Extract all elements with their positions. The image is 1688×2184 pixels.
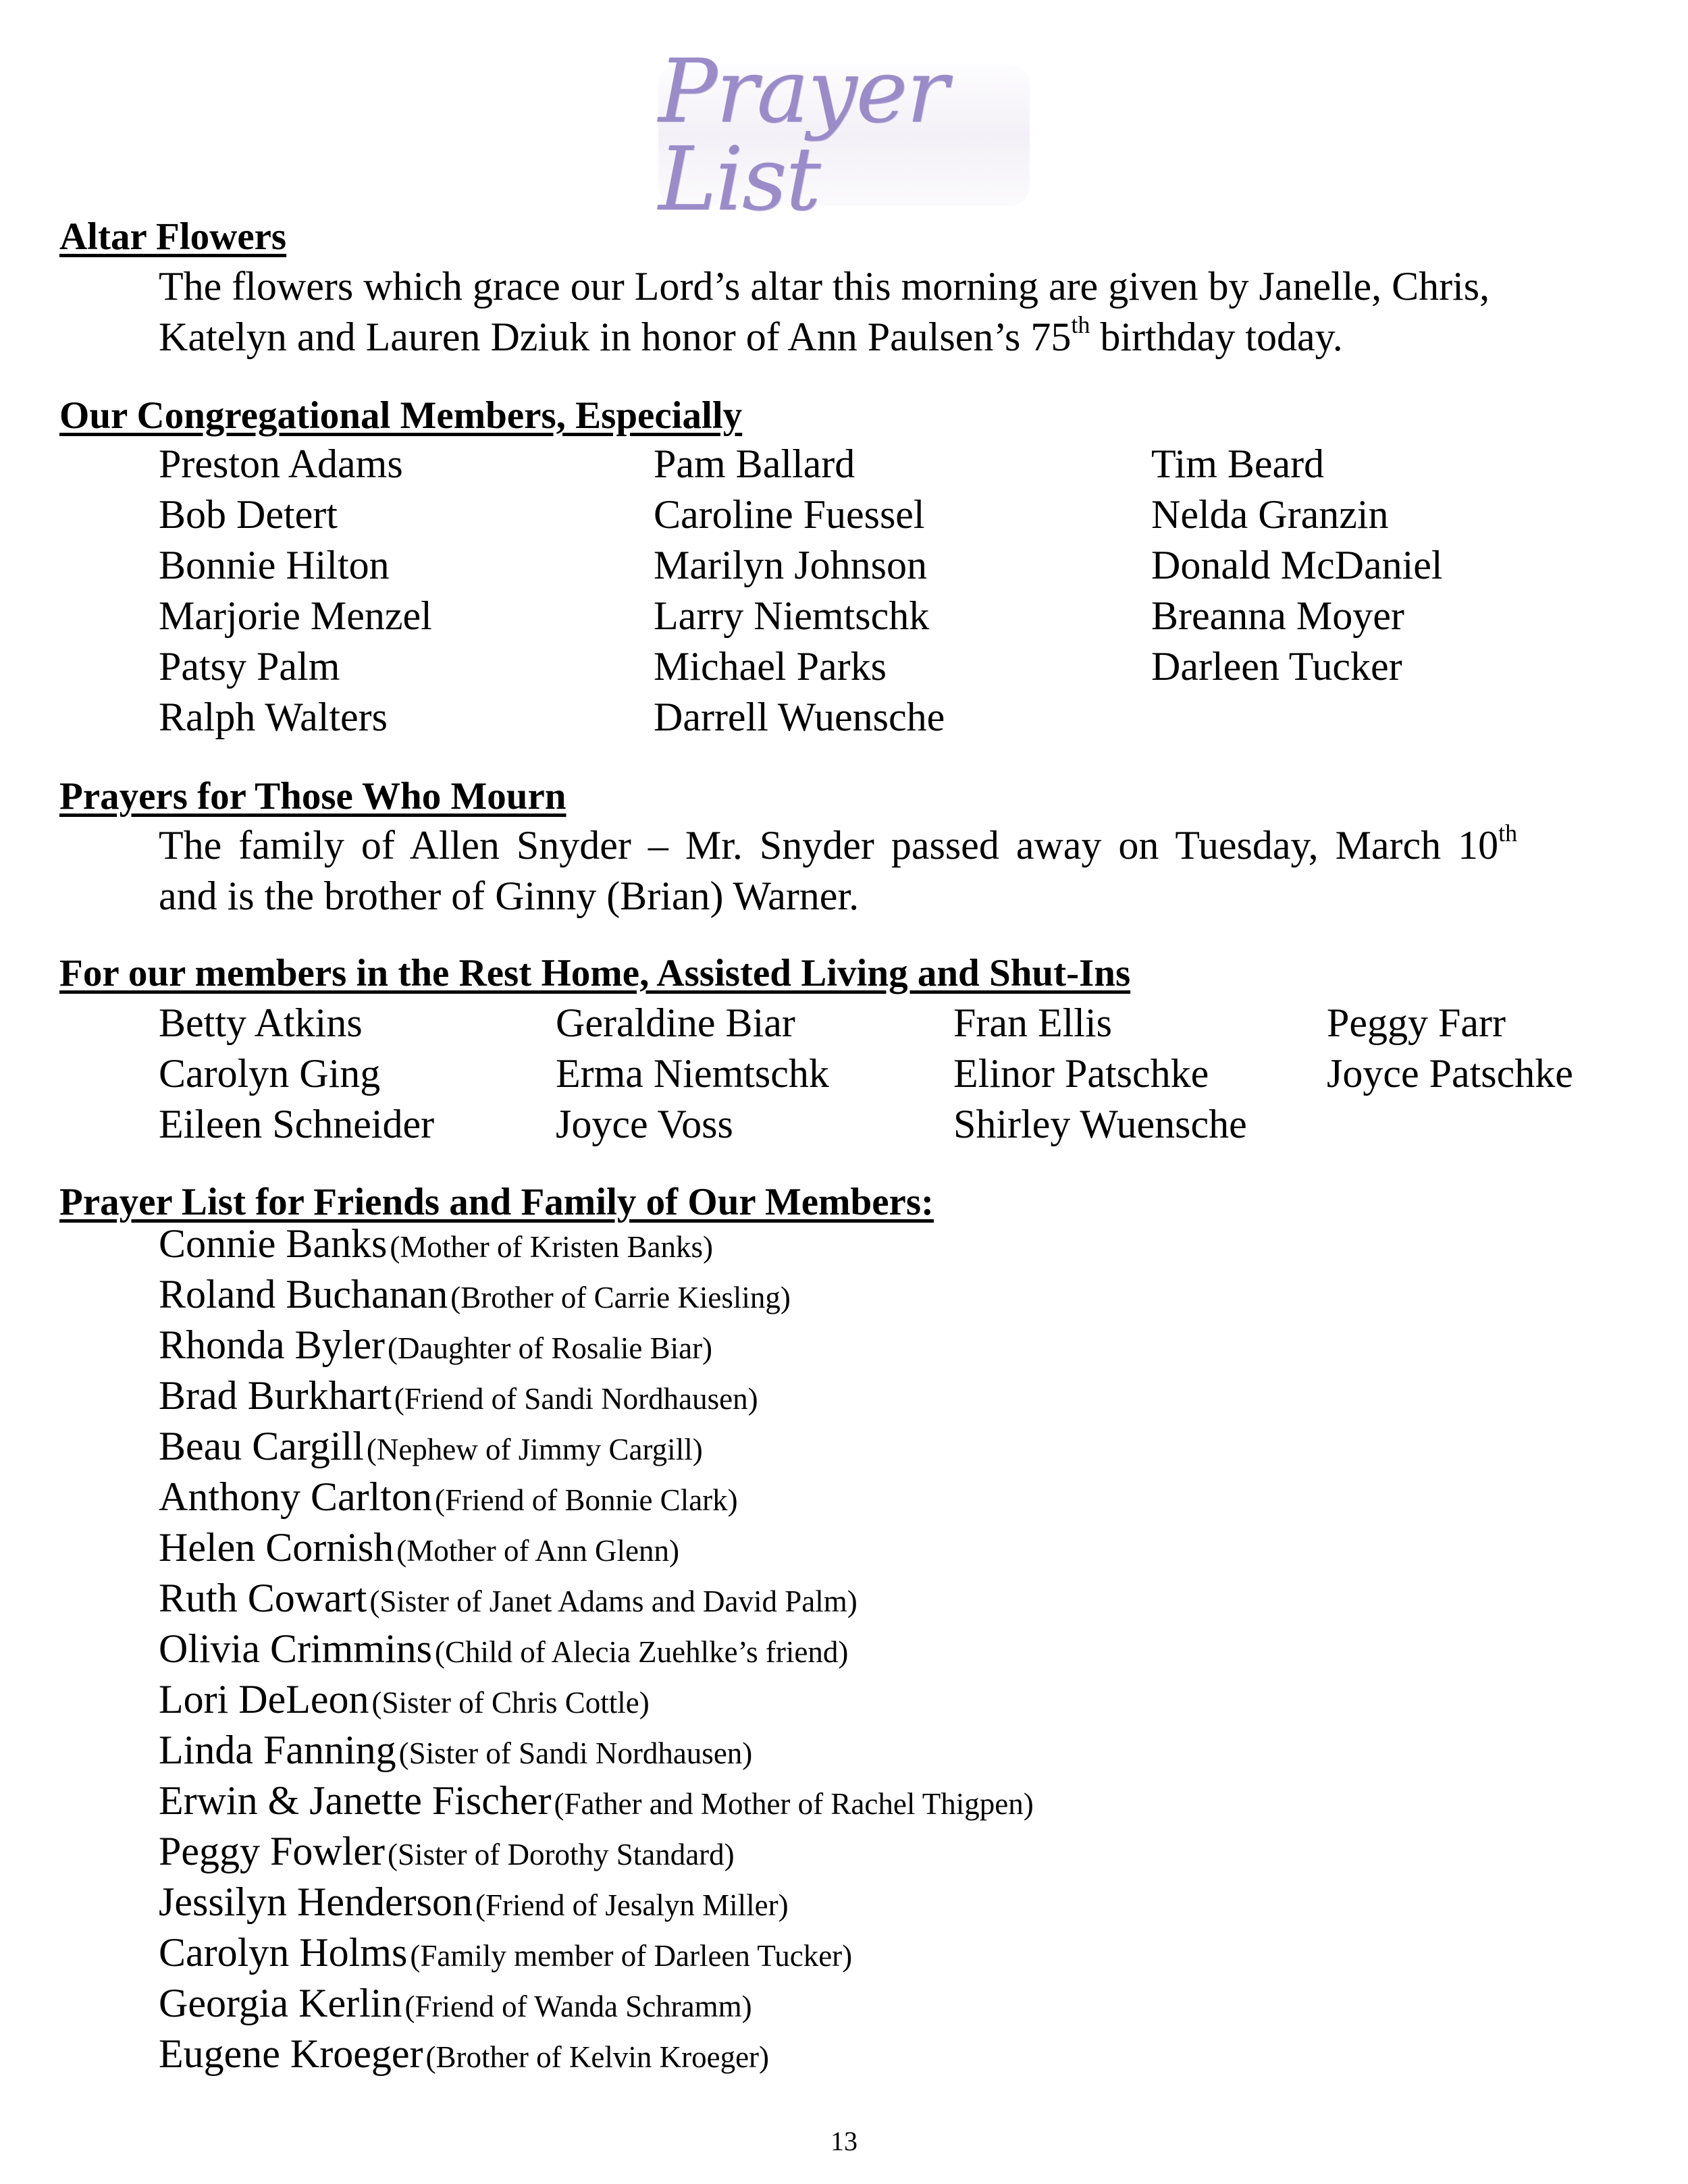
altar-flowers-heading: Altar Flowers [59, 215, 287, 258]
member-name: Joyce Voss [556, 1102, 733, 1146]
friend-name: Lori DeLeon [159, 1677, 369, 1722]
altar-flowers-text [159, 261, 1489, 363]
member-name: Darrell Wuensche [654, 695, 945, 739]
member-name: Joyce Patschke [1327, 1051, 1573, 1096]
friends-family-heading: Prayer List for Friends and Family of Our Members: [59, 1181, 934, 1223]
friend-name: Linda Fanning [159, 1728, 396, 1772]
friend-name: Peggy Fowler [159, 1829, 385, 1873]
friend-name: Erwin & Janette Fischer [159, 1778, 552, 1823]
friend-relation: (Father and Mother of Rachel Thigpen) [554, 1787, 1034, 1821]
list-item [159, 1219, 1034, 1269]
list-item [159, 1624, 1034, 1674]
friend-relation: (Sister of Janet Adams and David Palm) [369, 1584, 858, 1618]
list-item [159, 1522, 1034, 1573]
friend-relation: (Friend of Bonnie Clark) [434, 1483, 738, 1517]
friend-name: Rhonda Byler [159, 1323, 385, 1367]
member-name: Pam Ballard [654, 442, 855, 486]
member-name: Shirley Wuensche [953, 1102, 1247, 1146]
friends-family-list [159, 1219, 1034, 2079]
altar-flowers-line-2-start: Katelyn and Lauren Dziuk in honor of Ann Paulsen’s 75 [159, 315, 1072, 359]
member-name: Bob Detert [159, 492, 338, 537]
list-item [159, 1978, 1034, 2029]
member-name: Elinor Patschke [953, 1051, 1209, 1096]
friend-name: Ruth Cowart [159, 1576, 367, 1620]
friend-name: Georgia Kerlin [159, 1981, 402, 2025]
mourn-text [159, 820, 1517, 922]
friend-name: Beau Cargill [159, 1424, 364, 1468]
friend-relation: (Daughter of Rosalie Biar) [387, 1331, 713, 1365]
list-item [159, 1573, 1034, 1624]
friend-name: Helen Cornish [159, 1525, 394, 1570]
friend-relation: (Brother of Carrie Kiesling) [450, 1281, 791, 1314]
friend-relation: (Family member of Darleen Tucker) [410, 1939, 853, 1973]
member-name: Michael Parks [654, 644, 887, 689]
member-name: Tim Beard [1151, 442, 1325, 486]
list-item [159, 1725, 1034, 1776]
congregational-heading: Our Congregational Members, Especially [59, 394, 743, 437]
friend-relation: (Child of Alecia Zuehlke’s friend) [435, 1635, 849, 1669]
member-name: Marilyn Johnson [654, 543, 927, 587]
member-name: Erma Niemtschk [556, 1051, 829, 1096]
member-name: Peggy Farr [1327, 1001, 1506, 1045]
list-item [159, 1320, 1034, 1370]
prayer-list-logo [658, 40, 1030, 230]
friend-relation: (Friend of Sandi Nordhausen) [394, 1382, 758, 1416]
member-name: Patsy Palm [159, 644, 340, 689]
friend-relation: (Friend of Wanda Schramm) [404, 1990, 752, 2023]
member-name: Carolyn Ging [159, 1051, 381, 1096]
friend-relation: (Brother of Kelvin Kroeger) [425, 2040, 770, 2074]
friend-name: Anthony Carlton [159, 1474, 432, 1519]
list-item [159, 1421, 1034, 1472]
list-item [159, 1269, 1034, 1320]
member-name: Larry Niemtschk [654, 593, 930, 638]
friend-relation: (Nephew of Jimmy Cargill) [366, 1433, 703, 1466]
list-item [159, 2029, 1034, 2079]
friend-name: Connie Banks [159, 1221, 388, 1266]
list-item [159, 1370, 1034, 1421]
list-item [159, 1826, 1034, 1877]
list-item [159, 1877, 1034, 1927]
friend-relation: (Friend of Jesalyn Miller) [475, 1888, 789, 1922]
friend-name: Roland Buchanan [159, 1272, 448, 1316]
mourn-line-1 [159, 820, 1517, 871]
friend-name: Carolyn Holms [159, 1930, 408, 1975]
friend-relation: (Mother of Ann Glenn) [396, 1534, 679, 1568]
friend-name: Jessilyn Henderson [159, 1880, 473, 1924]
friend-name: Olivia Crimmins [159, 1626, 432, 1671]
list-item [159, 1776, 1034, 1826]
member-name: Geraldine Biar [556, 1001, 795, 1045]
altar-flowers-line-2 [159, 312, 1489, 363]
member-name: Breanna Moyer [1151, 593, 1404, 638]
altar-flowers-line-1: The flowers which grace our Lord’s altar this morning are given by Janelle, Chris, [159, 264, 1490, 309]
friend-name: Brad Burkhart [159, 1373, 392, 1418]
friend-relation: (Mother of Kristen Banks) [390, 1230, 713, 1264]
friend-relation: (Sister of Sandi Nordhausen) [398, 1736, 753, 1770]
list-item [159, 1927, 1034, 1978]
member-name: Ralph Walters [159, 695, 388, 739]
list-item [159, 1472, 1034, 1522]
member-name: Donald McDaniel [1151, 543, 1443, 587]
list-item [159, 1674, 1034, 1725]
ordinal-suffix: th [1498, 820, 1518, 847]
friend-relation: (Sister of Chris Cottle) [371, 1686, 650, 1720]
member-name: Preston Adams [159, 442, 403, 486]
friend-relation: (Sister of Dorothy Standard) [387, 1838, 735, 1871]
page-number: 13 [830, 2126, 858, 2156]
altar-flowers-line-2-end: birthday today. [1090, 315, 1343, 359]
mourn-line-2: and is the brother of Ginny (Brian) Warner. [159, 874, 860, 918]
member-name: Caroline Fuessel [654, 492, 925, 537]
member-name: Bonnie Hilton [159, 543, 390, 587]
rest-home-heading: For our members in the Rest Home, Assisted Living and Shut-Ins [59, 952, 1131, 994]
mourn-line-1-text: The family of Allen Snyder – Mr. Snyder passed away on Tuesday, March 10 [159, 823, 1499, 868]
logo-text: Prayer List [658, 40, 947, 230]
member-name: Fran Ellis [953, 1001, 1112, 1045]
ordinal-suffix: th [1071, 311, 1090, 338]
member-name: Nelda Granzin [1151, 492, 1389, 537]
friend-name: Eugene Kroeger [159, 2031, 423, 2076]
member-name: Betty Atkins [159, 1001, 363, 1045]
member-name: Marjorie Menzel [159, 593, 432, 638]
member-name: Darleen Tucker [1151, 644, 1402, 689]
mourn-heading: Prayers for Those Who Mourn [59, 775, 566, 818]
member-name: Eileen Schneider [159, 1102, 435, 1146]
